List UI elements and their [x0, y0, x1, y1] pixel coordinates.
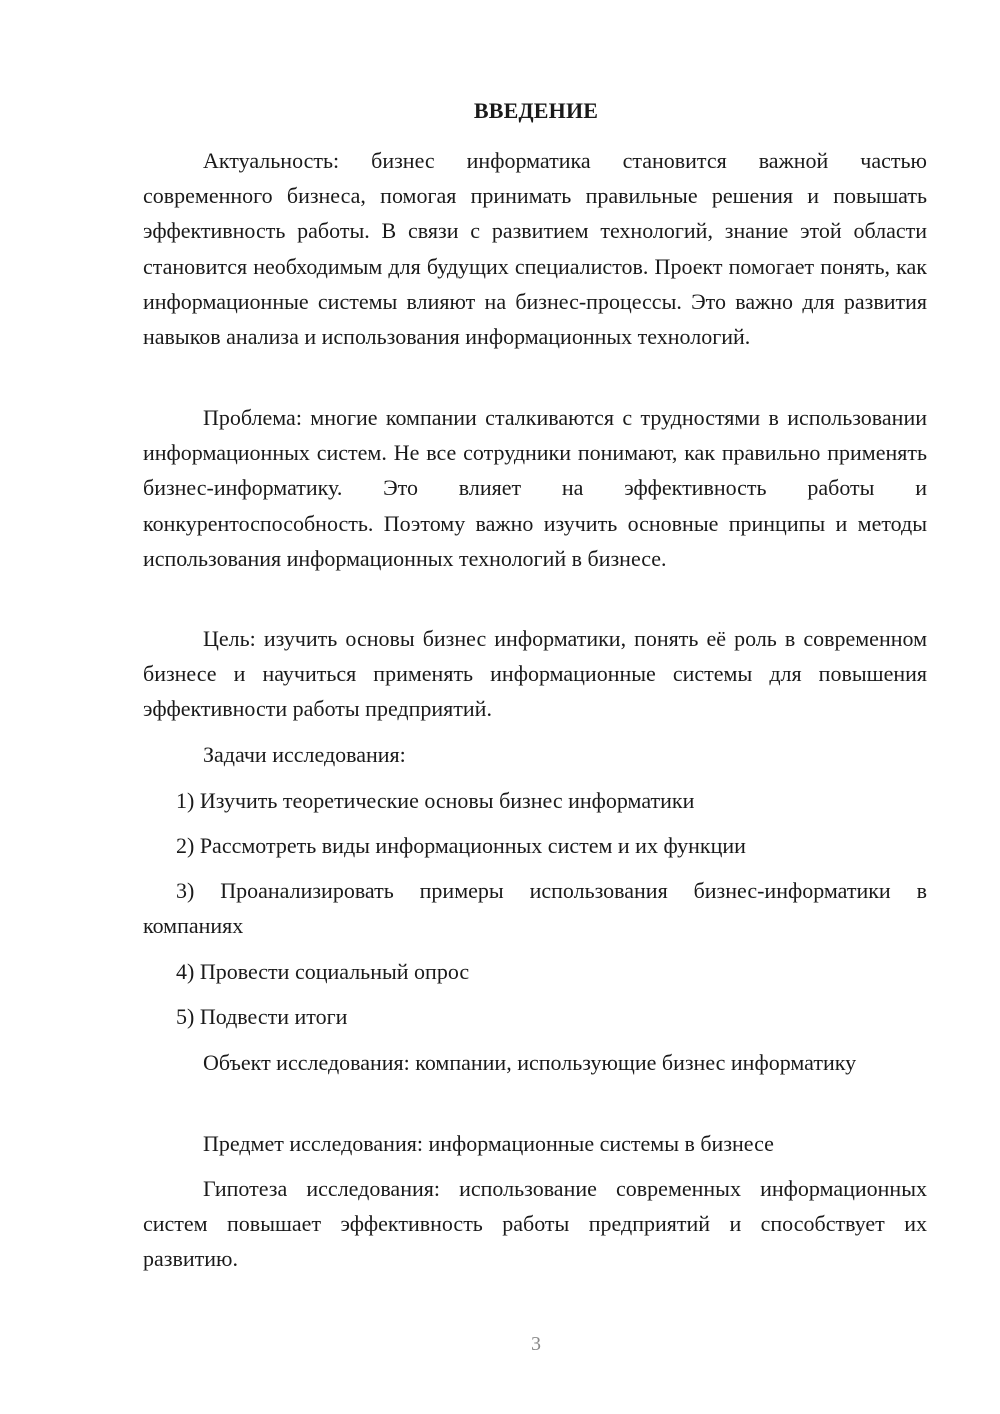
hypothesis-paragraph: Гипотеза исследования: использование современных информационных систем повышает эффективность работы предприятий и способствует их развитию.: [143, 1176, 927, 1272]
object-paragraph: Объект исследования: компании, использующие бизнес информатику: [203, 1050, 857, 1075]
task-item: 5) Подвести итоги: [176, 1004, 348, 1029]
task-item: 1) Изучить теоретические основы бизнес информатики: [176, 788, 695, 813]
task-item: 4) Провести социальный опрос: [176, 959, 470, 984]
subject-paragraph: Предмет исследования: информационные системы в бизнесе: [203, 1131, 774, 1156]
task-item: 3) Проанализировать примеры использования бизнес-информатики в компаниях: [143, 878, 927, 939]
page-number: 3: [531, 1333, 541, 1355]
tasks-heading: Задачи исследования:: [203, 742, 406, 767]
task-item: 2) Рассмотреть виды информационных систем и их функции: [176, 833, 746, 858]
problem-paragraph: Проблема: многие компании сталкиваются с трудностями в использовании информационных систем. Не все сотрудники понимают, как правильно применять бизнес-информатику. Это влияет на эффективность работы и конкурентоспособность. Поэтому важно изучить основные принципы и методы использования информационных технологий в бизнесе.: [143, 405, 927, 571]
relevance-paragraph: Актуальность: бизнес информатика становится важной частью современного бизнеса, помогая принимать правильные решения и повышать эффективность работы. В связи с развитием технологий, знание этой области становится необходимым для будущих специалистов. Проект помогает понять, как информационные системы влияют на бизнес-процессы. Это важно для развития навыков анализа и использования информационных технологий.: [143, 148, 927, 350]
section-title: ВВЕДЕНИЕ: [473, 98, 599, 123]
goal-paragraph: Цель: изучить основы бизнес информатики, понять её роль в современном бизнесе и научиться применять информационные системы для повышения эффективности работы предприятий.: [143, 626, 927, 722]
